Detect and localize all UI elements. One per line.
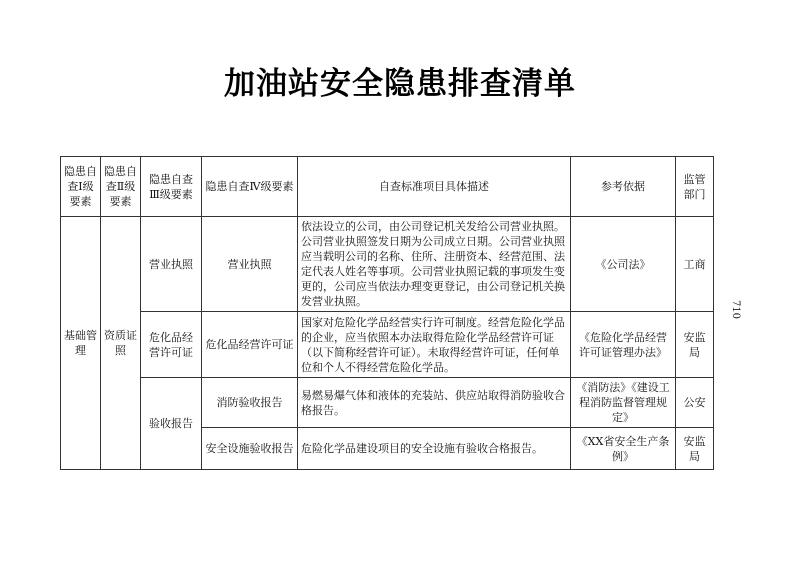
cell-level3: 营业执照 [141,217,202,312]
cell-level4: 营业执照 [202,217,298,312]
cell-level4: 安全设施验收报告 [202,428,298,470]
cell-dept: 公安 [676,378,714,428]
header-level2: 隐患自查Ⅱ级要素 [101,157,141,217]
header-dept: 监管部门 [676,157,714,217]
cell-basis: 《消防法》《建设工程消防监督管理规定》 [571,378,676,428]
table-header-row [61,157,714,217]
cell-dept: 安监局 [676,312,714,378]
cell-description: 易燃易爆气体和液体的充装站、供应站取得消防验收合格报告。 [298,378,571,428]
hazard-checklist-table [60,156,714,470]
cell-dept: 安监局 [676,428,714,470]
page-title: 加油站安全隐患排查清单 [224,66,576,102]
cell-level2: 资质证照 [101,217,141,470]
cell-description: 国家对危险化学品经营实行许可制度。经营危险化学品的企业，应当依照本办法取得危险化学品经营许可证（以下简称经营许可证）。未取得经营许可证，任何单位和个人不得经营危险化学品。 [298,312,571,378]
cell-basis: 《XX省安全生产条例》 [571,428,676,470]
header-basis: 参考依据 [571,157,676,217]
header-description: 自查标准项目具体描述 [298,157,571,217]
cell-level1: 基础管理 [61,217,101,470]
header-level4: 隐患自查Ⅳ级要素 [202,157,298,217]
cell-description: 危险化学品建设项目的安全设施有验收合格报告。 [298,428,571,470]
cell-level3: 验收报告 [141,378,202,470]
cell-description: 依法设立的公司，由公司登记机关发给公司营业执照。公司营业执照签发日期为公司成立日期。公司营业执照应当载明公司的名称、住所、注册资本、经营范围、法定代表人姓名等事项。公司营业执照记载的事项发生变更的，公司应当依法办理变更登记，由公司登记机关换发营业执照。 [298,217,571,312]
header-level1: 隐患自查Ⅰ级要素 [61,157,101,217]
cell-dept: 工商 [676,217,714,312]
table-row [61,378,714,428]
header-level3: 隐患自查Ⅲ级要素 [141,157,202,217]
cell-level4: 消防验收报告 [202,378,298,428]
table-row [61,217,714,312]
cell-basis: 《危险化学品经营许可证管理办法》 [571,312,676,378]
cell-level4: 危化品经营许可证 [202,312,298,378]
table-row [61,312,714,378]
page-number: 710 [730,299,742,320]
cell-level3: 危化品经营许可证 [141,312,202,378]
cell-basis: 《公司法》 [571,217,676,312]
